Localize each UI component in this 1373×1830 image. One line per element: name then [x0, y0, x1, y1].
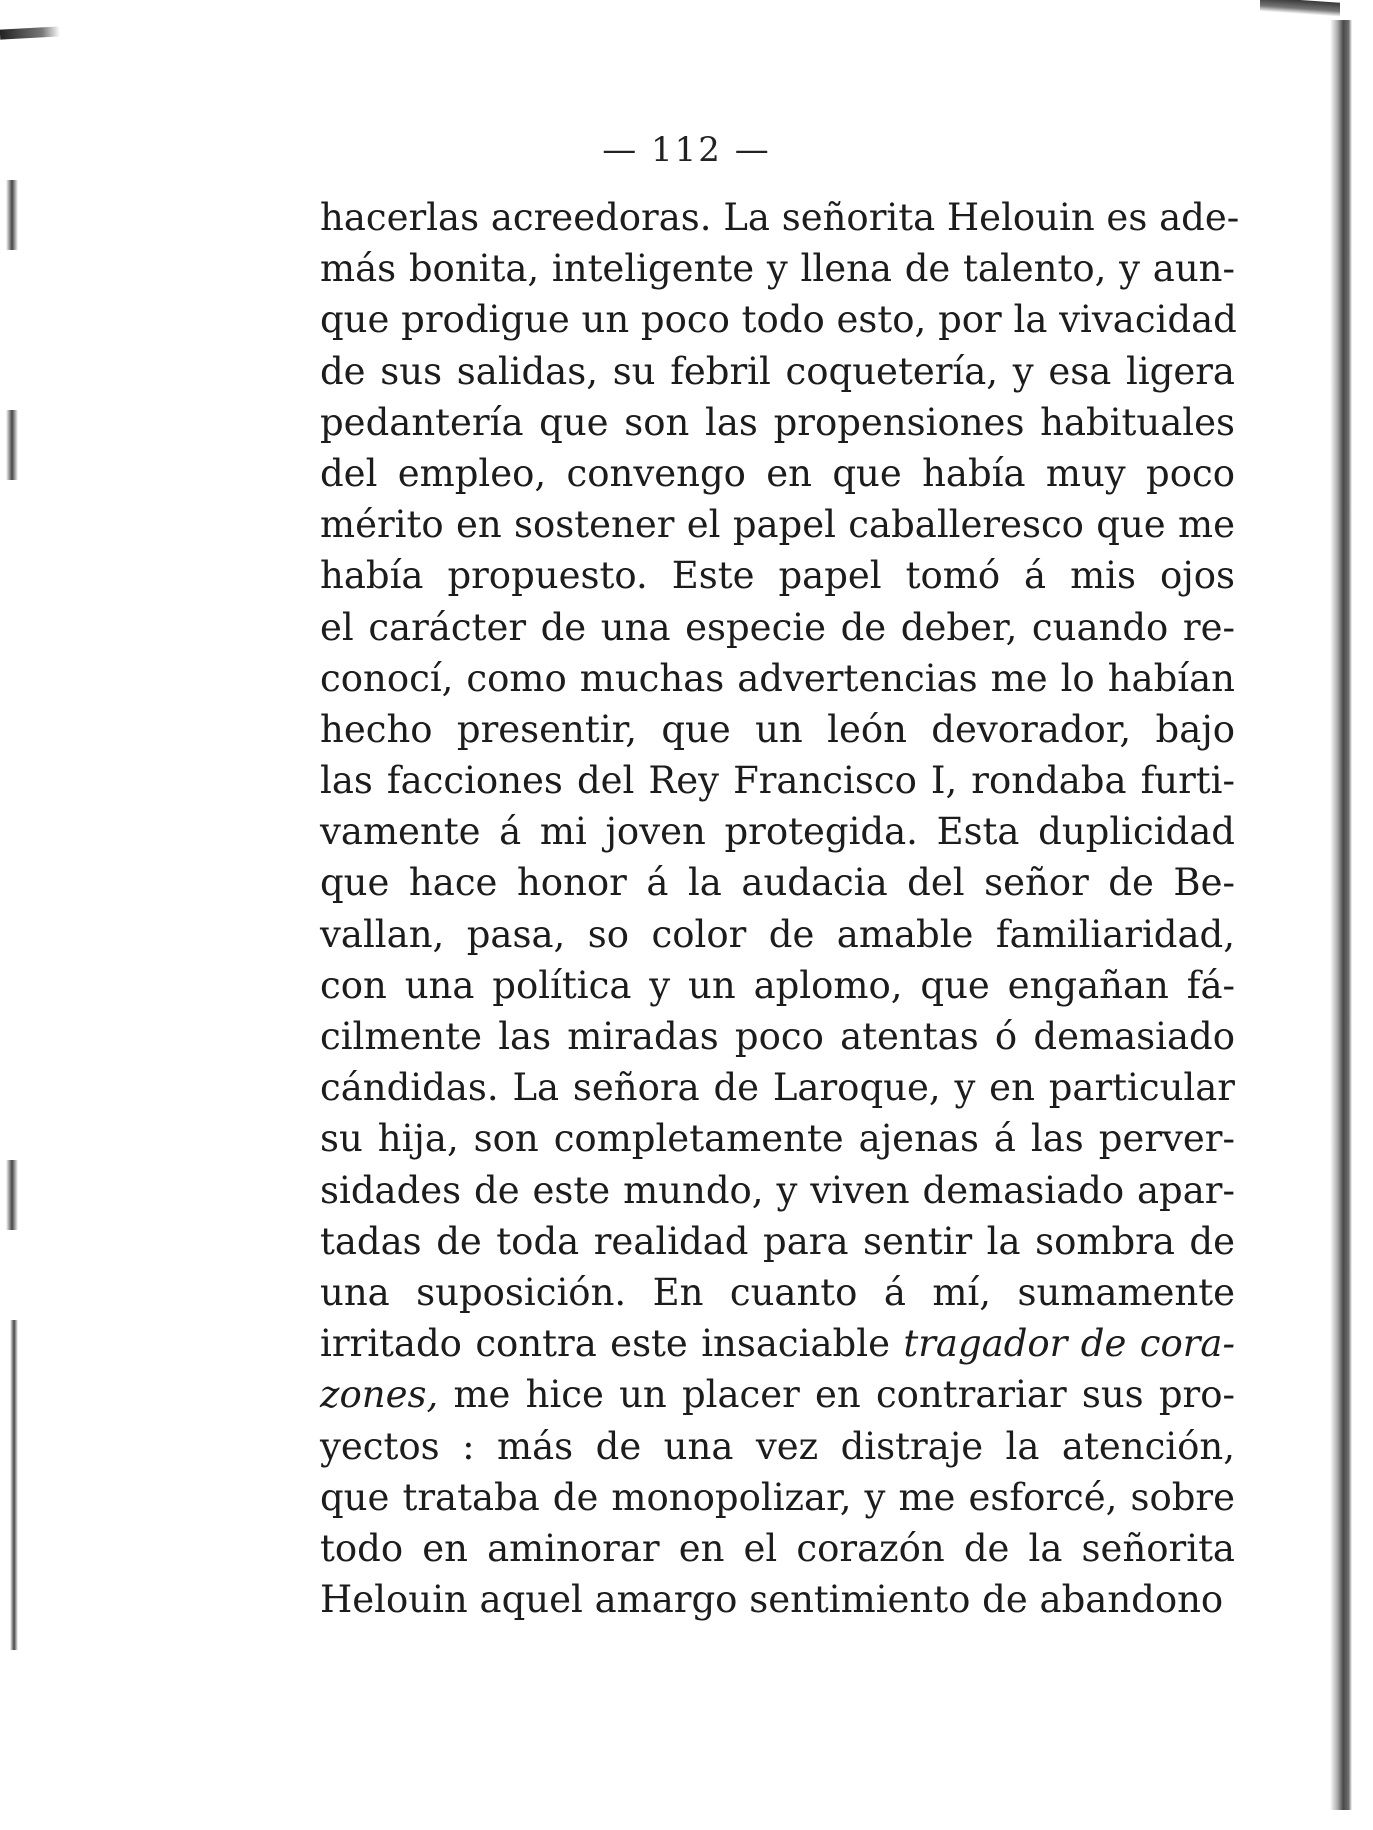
text-line: cándidas. La señora de Laroque, y en particular: [320, 1066, 1235, 1110]
italic-phrase: zones,: [320, 1373, 439, 1417]
text-segment: me hice un placer en contrariar sus pro-: [438, 1373, 1235, 1417]
text-line: pedantería que son las propensiones habituales: [320, 400, 1235, 444]
text-line: hecho presentir, que un león devorador, bajo: [320, 707, 1235, 751]
text-line: mérito en sostener el papel caballeresco que me: [320, 503, 1235, 547]
scan-margin-mark: [10, 1320, 18, 1650]
scan-margin-mark: [6, 1160, 18, 1230]
text-line: sidades de este mundo, y viven demasiado apar-: [320, 1168, 1235, 1212]
text-line: del empleo, convengo en que había muy poco: [320, 451, 1235, 495]
scan-corner-mark: [0, 26, 60, 39]
page-number: — 112 —: [602, 130, 771, 170]
text-line: una suposición. En cuanto á mí, sumamente: [320, 1270, 1235, 1314]
text-line: el carácter de una especie de deber, cuando re-: [320, 605, 1235, 649]
text-line: de sus salidas, su febril coquetería, y esa ligera: [320, 349, 1235, 393]
text-segment: irritado contra este insaciable: [320, 1322, 904, 1366]
text-line: yectos : más de una vez distraje la atención,: [320, 1424, 1235, 1468]
text-line: vamente á mi joven protegida. Esta duplicidad: [320, 810, 1235, 854]
text-line-with-italic: [320, 1318, 1235, 1369]
text-line: había propuesto. Este papel tomó á mis ojos: [320, 554, 1235, 598]
text-line: conocí, como muchas advertencias me lo habían: [320, 656, 1235, 700]
scan-edge-right: [1330, 20, 1352, 1810]
text-line: Helouin aquel amargo sentimiento de abandono: [320, 1578, 1224, 1622]
text-line: que prodigue un poco todo esto, por la vivacidad: [320, 298, 1237, 342]
text-line: que hace honor á la audacia del señor de Be-: [320, 861, 1235, 905]
italic-phrase: tragador de cora-: [903, 1322, 1235, 1366]
text-line: las facciones del Rey Francisco I, rondaba furti-: [320, 759, 1235, 803]
text-line: con una política y un aplomo, que engañan fá-: [320, 963, 1235, 1007]
text-line-with-italic: [320, 1369, 1235, 1420]
scan-margin-mark: [6, 410, 18, 480]
text-line: hacerlas acreedoras. La señorita Helouin es ade-: [320, 196, 1240, 239]
text-line: vallan, pasa, so color de amable familiaridad,: [320, 912, 1235, 956]
text-line: todo en aminorar en el corazón de la señorita: [320, 1526, 1235, 1570]
scan-margin-mark: [6, 180, 18, 250]
body-text: [320, 192, 1240, 1625]
text-line: cilmente las miradas poco atentas ó demasiado: [320, 1015, 1235, 1058]
text-line: que trataba de monopolizar, y me esforcé, sobre: [320, 1475, 1235, 1519]
text-line: su hija, son completamente ajenas á las perver-: [320, 1117, 1235, 1161]
text-line: más bonita, inteligente y llena de talento, y aun-: [320, 247, 1235, 291]
scan-edge-top: [1260, 0, 1340, 17]
text-line: tadas de toda realidad para sentir la sombra de: [320, 1219, 1235, 1263]
